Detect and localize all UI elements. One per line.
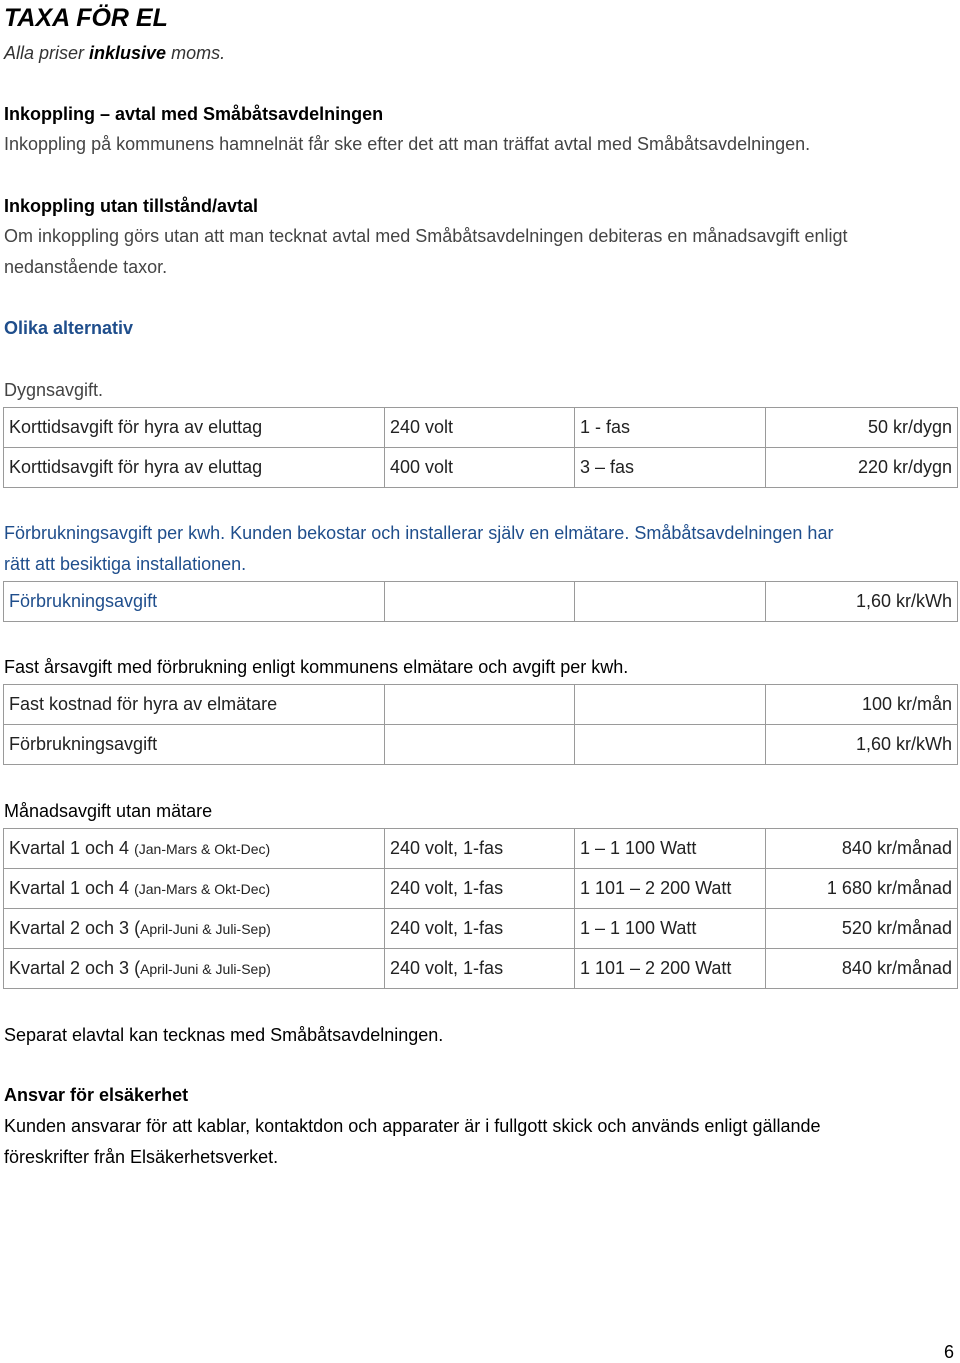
table-row (4, 869, 958, 909)
manad-table (3, 828, 958, 989)
alternatives-heading: Olika alternativ (4, 318, 134, 338)
ansvar-heading: Ansvar för elsäkerhet (4, 1085, 189, 1105)
table-cell: 1 - fas (575, 408, 766, 448)
ansvar-line1: Kunden ansvarar för att kablar, kontaktdon och apparater är i fullgott skick och används enligt gällande (4, 1116, 821, 1136)
table-cell: 240 volt (385, 408, 575, 448)
table-cell: Korttidsavgift för hyra av eluttag (4, 448, 385, 488)
table-cell: Fast kostnad för hyra av elmätare (4, 685, 385, 725)
table-cell: 840 kr/månad (766, 829, 958, 869)
section1-text: Inkoppling på kommunens hamnelnät får ske efter det att man träffat avtal med Småbåtsavdelningen. (4, 134, 811, 154)
table-cell: Förbrukningsavgift (4, 582, 385, 622)
manad-label: Månadsavgift utan mätare (4, 801, 213, 821)
table-cell: 50 kr/dygn (766, 408, 958, 448)
table-cell: 1 101 – 2 200 Watt (575, 869, 766, 909)
table-cell: 1,60 kr/kWh (766, 582, 958, 622)
table-row (4, 725, 958, 765)
table-cell: 1 – 1 100 Watt (575, 829, 766, 869)
table-cell: 1 101 – 2 200 Watt (575, 949, 766, 989)
table-cell (575, 725, 766, 765)
table-row (4, 829, 958, 869)
table-cell: Kvartal 2 och 3 (April-Juni & Juli-Sep) (4, 909, 385, 949)
table-row (4, 448, 958, 488)
table-cell: 240 volt, 1-fas (385, 829, 575, 869)
table-cell (385, 582, 575, 622)
forbrukning-line1: Förbrukningsavgift per kwh. Kunden bekostar och installerar själv en elmätare. Småbåtsavdelningen har (4, 523, 834, 543)
table-cell: 240 volt, 1-fas (385, 869, 575, 909)
table-cell: Kvartal 1 och 4 (Jan-Mars & Okt-Dec) (4, 869, 385, 909)
table-row (4, 685, 958, 725)
table-cell: 240 volt, 1-fas (385, 949, 575, 989)
table-cell: 520 kr/månad (766, 909, 958, 949)
section2-text-line2: nedanstående taxor. (4, 257, 168, 277)
table-cell: 1,60 kr/kWh (766, 725, 958, 765)
table-cell: Förbrukningsavgift (4, 725, 385, 765)
table-cell: 100 kr/mån (766, 685, 958, 725)
table-row (4, 582, 958, 622)
page-title: TAXA FÖR EL (4, 4, 168, 32)
section2-text-line1: Om inkoppling görs utan att man tecknat avtal med Småbåtsavdelningen debiteras en månadsavgift enligt (4, 226, 848, 246)
table-cell: 840 kr/månad (766, 949, 958, 989)
section1-heading: Inkoppling – avtal med Småbåtsavdelningen (4, 104, 384, 124)
dygn-table (3, 407, 958, 488)
table-cell (575, 685, 766, 725)
table-cell (385, 685, 575, 725)
table-cell: Korttidsavgift för hyra av eluttag (4, 408, 385, 448)
price-note: Alla priser inklusive moms. (4, 43, 226, 63)
forbrukning-line2: rätt att besiktiga installationen. (4, 554, 247, 574)
table-cell: 220 kr/dygn (766, 448, 958, 488)
table-cell: 3 – fas (575, 448, 766, 488)
table-cell: Kvartal 1 och 4 (Jan-Mars & Okt-Dec) (4, 829, 385, 869)
table-cell: 1 – 1 100 Watt (575, 909, 766, 949)
forbrukning-table (3, 581, 958, 622)
dygn-label: Dygnsavgift. (4, 380, 104, 400)
ansvar-line2: föreskrifter från Elsäkerhetsverket. (4, 1147, 279, 1167)
table-row (4, 909, 958, 949)
fast-table (3, 684, 958, 765)
table-row (4, 408, 958, 448)
table-cell (385, 725, 575, 765)
table-row (4, 949, 958, 989)
table-cell: 240 volt, 1-fas (385, 909, 575, 949)
table-cell: 400 volt (385, 448, 575, 488)
table-cell: Kvartal 2 och 3 (April-Juni & Juli-Sep) (4, 949, 385, 989)
page-number: 6 (943, 1342, 954, 1362)
table-cell: 1 680 kr/månad (766, 869, 958, 909)
table-cell (575, 582, 766, 622)
separat-text: Separat elavtal kan tecknas med Småbåtsavdelningen. (4, 1025, 444, 1045)
fast-label: Fast årsavgift med förbrukning enligt kommunens elmätare och avgift per kwh. (4, 657, 629, 677)
section2-heading: Inkoppling utan tillstånd/avtal (4, 196, 259, 216)
